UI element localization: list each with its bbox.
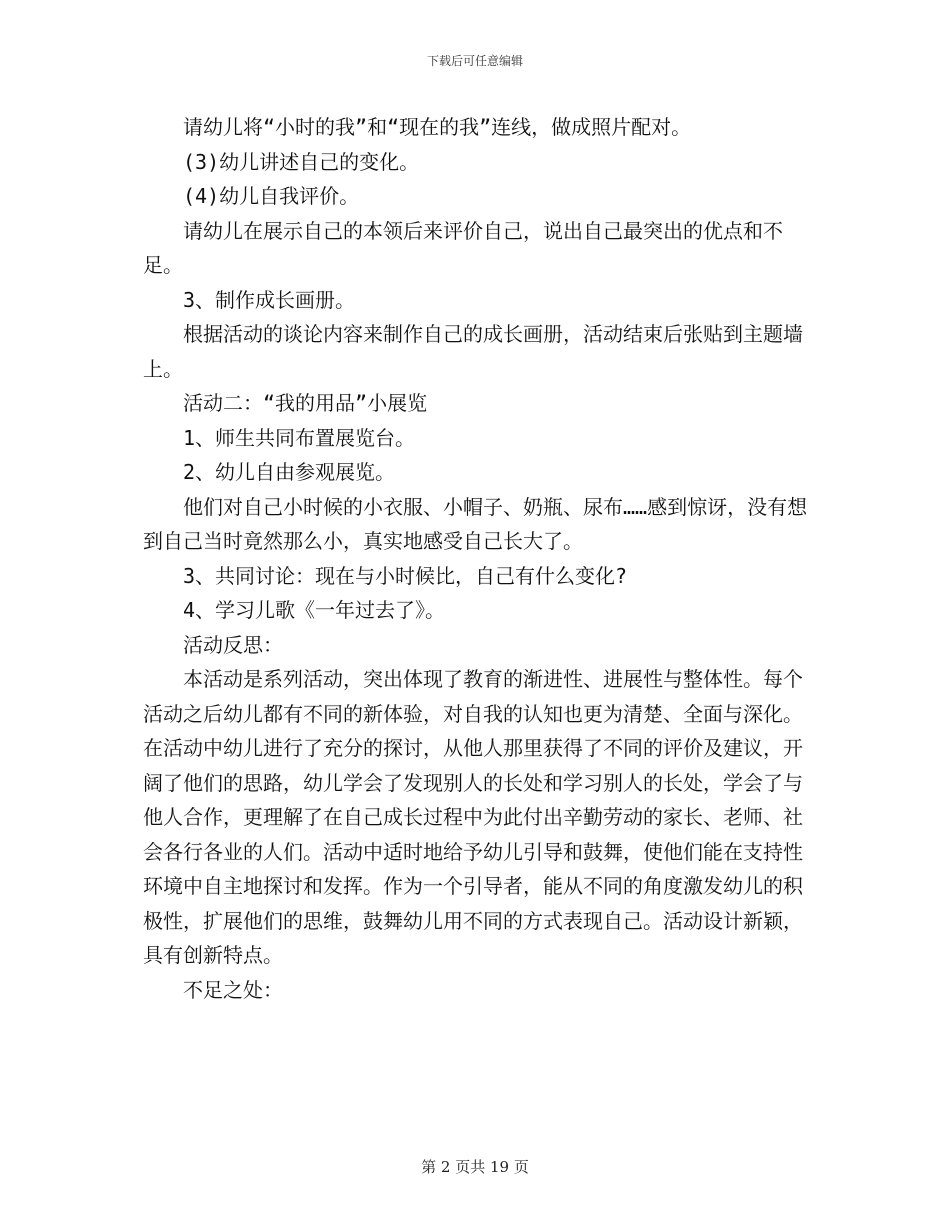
page-header: 下载后可任意编辑 <box>426 54 523 68</box>
paragraph: 2、幼儿自由参观展览。 <box>183 460 396 484</box>
paragraph: 本活动是系列活动，突出体现了教育的渐进性、进展性与整体性。每个活动之后幼儿都有不同的新体验，对自我的认知也更为清楚、全面与深化。在活动中幼儿进行了充分的探讨，从他人那里获得了不同的评价及建议，开阔了他们的思路，幼儿学会了发现别人的长处和学习别人的长处，学会了与他人合作，更理解了在自己成长过程中为此付出辛勤劳动的家长、老师、社会各行各业的人们。活动中适时地给予幼儿引导和鼓舞，使他们能在支持性环境中自主地探讨和发挥。作为一个引导者，能从不同的角度激发幼儿的积极性，扩展他们的思维，鼓舞幼儿用不同的方式表现自己。活动设计新颖，具有创新特点。 <box>143 667 803 967</box>
paragraph: (4)幼儿自我评价。 <box>183 184 360 208</box>
page-footer: 第 2 页共 19 页 <box>421 1158 529 1176</box>
paragraph: 他们对自己小时候的小衣服、小帽子、奶瓶、尿布……感到惊讶，没有想到自己当时竟然那么小，真实地感受自己长大了。 <box>143 494 808 553</box>
paragraph: 3、共同讨论：现在与小时候比，自己有什么变化? <box>183 563 628 588</box>
paragraph: 请幼儿将“小时的我”和“现在的我”连线，做成照片配对。 <box>183 115 692 139</box>
section-heading: 活动反思： <box>183 632 283 657</box>
paragraph: 4、学习儿歌《一年过去了》。 <box>183 598 446 622</box>
paragraph: (3)幼儿讲述自己的变化。 <box>183 149 420 174</box>
paragraph: 1、师生共同布置展览台。 <box>183 425 416 450</box>
paragraph: 3、制作成长画册。 <box>183 287 356 312</box>
document-body <box>143 110 808 1007</box>
paragraph: 请幼儿在展示自己的本领后来评价自己，说出自己最突出的优点和不足。 <box>143 218 783 277</box>
paragraph: 根据活动的谈论内容来制作自己的成长画册，活动结束后张贴到主题墙上。 <box>143 322 803 381</box>
section-heading: 不足之处： <box>183 977 283 1002</box>
section-heading: 活动二：“我的用品”小展览 <box>183 391 428 415</box>
